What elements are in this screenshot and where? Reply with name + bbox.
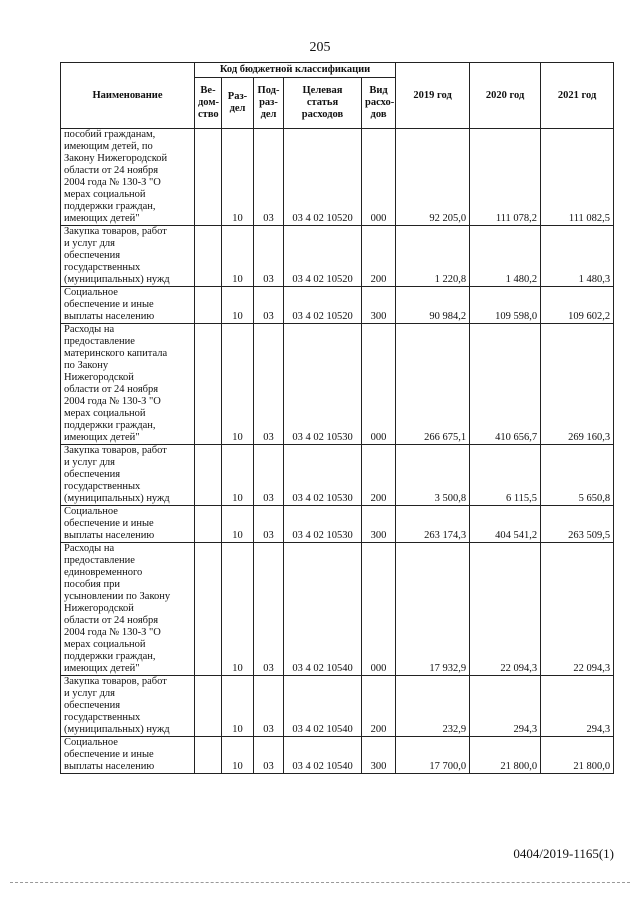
row-name-line: Нижегородской	[64, 372, 134, 383]
row-name-line: 2004 года № 130-З "О	[64, 177, 161, 188]
row-name-cell	[61, 445, 195, 506]
expense-type-cell: 000	[362, 324, 396, 445]
row-name-line: Социальное	[64, 737, 118, 748]
row-name-cell	[61, 226, 195, 287]
row-name-line: предоставление	[64, 336, 135, 347]
table-body	[61, 129, 614, 774]
table-row	[61, 324, 614, 445]
target-cell: 03 4 02 10530	[284, 324, 362, 445]
amount-2019-cell: 92 205,0	[396, 129, 470, 226]
expense-type-cell: 000	[362, 543, 396, 676]
department-cell	[195, 543, 222, 676]
section-cell: 10	[222, 287, 254, 324]
expense-type-cell: 300	[362, 506, 396, 543]
target-cell: 03 4 02 10540	[284, 737, 362, 774]
subsection-cell: 03	[254, 324, 284, 445]
row-name-cell	[61, 129, 195, 226]
amount-2021-cell: 111 082,5	[541, 129, 614, 226]
amount-2021-cell: 263 509,5	[541, 506, 614, 543]
amount-2019-cell: 266 675,1	[396, 324, 470, 445]
target-cell: 03 4 02 10530	[284, 506, 362, 543]
subsection-cell: 03	[254, 676, 284, 737]
amount-2021-cell: 294,3	[541, 676, 614, 737]
amount-2020-cell: 1 480,2	[470, 226, 541, 287]
expense-type-cell: 000	[362, 129, 396, 226]
row-name-cell	[61, 543, 195, 676]
row-name-line: Расходы на	[64, 543, 115, 554]
row-name-line: обеспечение и иные	[64, 299, 154, 310]
target-cell: 03 4 02 10530	[284, 445, 362, 506]
bottom-divider	[10, 882, 630, 883]
row-name-line: материнского капитала	[64, 348, 168, 359]
row-name-line: Социальное	[64, 287, 118, 298]
row-name-line: выплаты населению	[64, 761, 155, 772]
amount-2020-cell: 294,3	[470, 676, 541, 737]
row-name-line: обеспечение и иные	[64, 749, 154, 760]
target-cell: 03 4 02 10520	[284, 226, 362, 287]
expense-type-cell: 200	[362, 676, 396, 737]
row-name-line: предоставление	[64, 555, 135, 566]
row-name-line: и услуг для	[64, 238, 115, 249]
amount-2020-cell: 404 541,2	[470, 506, 541, 543]
row-name-cell	[61, 324, 195, 445]
department-cell	[195, 445, 222, 506]
section-cell: 10	[222, 226, 254, 287]
row-name-line: Расходы на	[64, 324, 115, 335]
expense-type-cell: 200	[362, 445, 396, 506]
department-cell	[195, 129, 222, 226]
amount-2020-cell: 6 115,5	[470, 445, 541, 506]
amount-2020-cell: 410 656,7	[470, 324, 541, 445]
budget-table	[60, 62, 614, 774]
row-name-line: государственных	[64, 712, 141, 723]
row-name-line: имеющих детей"	[64, 213, 140, 224]
page-number: 205	[309, 40, 331, 55]
row-name-line: 2004 года № 130-З "О	[64, 396, 161, 407]
department-cell	[195, 506, 222, 543]
section-cell: 10	[222, 543, 254, 676]
row-name-line: обеспечения	[64, 250, 121, 261]
row-name-line: обеспечения	[64, 469, 121, 480]
table-row	[61, 445, 614, 506]
department-cell	[195, 676, 222, 737]
row-name-line: поддержки граждан,	[64, 201, 156, 212]
amount-2021-cell: 1 480,3	[541, 226, 614, 287]
target-cell: 03 4 02 10520	[284, 287, 362, 324]
department-cell	[195, 324, 222, 445]
row-name-line: единовременного	[64, 567, 143, 578]
header-section: Раз- дел	[222, 78, 254, 129]
amount-2021-cell: 22 094,3	[541, 543, 614, 676]
row-name-line: имеющим детей, по	[64, 141, 153, 152]
section-cell: 10	[222, 445, 254, 506]
target-cell: 03 4 02 10520	[284, 129, 362, 226]
amount-2021-cell: 269 160,3	[541, 324, 614, 445]
amount-2019-cell: 17 700,0	[396, 737, 470, 774]
table-row	[61, 737, 614, 774]
row-name-line: мерах социальной	[64, 639, 146, 650]
subsection-cell: 03	[254, 506, 284, 543]
subsection-cell: 03	[254, 543, 284, 676]
row-name-line: (муниципальных) нужд	[64, 274, 170, 285]
row-name-line: и услуг для	[64, 457, 115, 468]
table-row	[61, 676, 614, 737]
amount-2019-cell: 263 174,3	[396, 506, 470, 543]
expense-type-cell: 300	[362, 287, 396, 324]
header-target: Целевая статья расходов	[284, 78, 362, 129]
section-cell: 10	[222, 676, 254, 737]
amount-2019-cell: 232,9	[396, 676, 470, 737]
table-row	[61, 543, 614, 676]
subsection-cell: 03	[254, 445, 284, 506]
row-name-line: усыновлении по Закону	[64, 591, 171, 602]
row-name-line: области от 24 ноября	[64, 615, 159, 626]
header-name: Наименование	[61, 63, 195, 129]
row-name-line: обеспечения	[64, 700, 121, 711]
row-name-line: выплаты населению	[64, 311, 155, 322]
row-name-line: Закупка товаров, работ	[64, 445, 167, 456]
row-name-line: выплаты населению	[64, 530, 155, 541]
section-cell: 10	[222, 129, 254, 226]
row-name-line: Закону Нижегородской	[64, 153, 168, 164]
row-name-line: Нижегородской	[64, 603, 134, 614]
row-name-line: государственных	[64, 262, 141, 273]
header-2020: 2020 год	[470, 63, 541, 129]
section-cell: 10	[222, 737, 254, 774]
section-cell: 10	[222, 324, 254, 445]
amount-2019-cell: 3 500,8	[396, 445, 470, 506]
row-name-line: по Закону	[64, 360, 109, 371]
row-name-cell	[61, 676, 195, 737]
table-row	[61, 226, 614, 287]
amount-2020-cell: 22 094,3	[470, 543, 541, 676]
header-2019: 2019 год	[396, 63, 470, 129]
header-2021: 2021 год	[541, 63, 614, 129]
row-name-line: мерах социальной	[64, 189, 146, 200]
table-row	[61, 129, 614, 226]
amount-2021-cell: 5 650,8	[541, 445, 614, 506]
department-cell	[195, 737, 222, 774]
subsection-cell: 03	[254, 287, 284, 324]
row-name-line: области от 24 ноября	[64, 384, 159, 395]
department-cell	[195, 287, 222, 324]
amount-2019-cell: 90 984,2	[396, 287, 470, 324]
row-name-line: области от 24 ноября	[64, 165, 159, 176]
row-name-line: государственных	[64, 481, 141, 492]
row-name-line: и услуг для	[64, 688, 115, 699]
row-name-line: поддержки граждан,	[64, 651, 156, 662]
amount-2021-cell: 109 602,2	[541, 287, 614, 324]
row-name-cell	[61, 506, 195, 543]
row-name-line: обеспечение и иные	[64, 518, 154, 529]
row-name-line: Закупка товаров, работ	[64, 676, 167, 687]
expense-type-cell: 200	[362, 226, 396, 287]
department-cell	[195, 226, 222, 287]
row-name-line: пособия при	[64, 579, 120, 590]
amount-2019-cell: 1 220,8	[396, 226, 470, 287]
row-name-line: Закупка товаров, работ	[64, 226, 167, 237]
subsection-cell: 03	[254, 129, 284, 226]
row-name-line: Социальное	[64, 506, 118, 517]
row-name-line: имеющих детей"	[64, 432, 140, 443]
header-subsection: Под- раз- дел	[254, 78, 284, 129]
row-name-line: (муниципальных) нужд	[64, 493, 170, 504]
amount-2020-cell: 109 598,0	[470, 287, 541, 324]
row-name-line: пособий гражданам,	[64, 129, 156, 140]
amount-2019-cell: 17 932,9	[396, 543, 470, 676]
section-cell: 10	[222, 506, 254, 543]
row-name-line: 2004 года № 130-З "О	[64, 627, 161, 638]
target-cell: 03 4 02 10540	[284, 676, 362, 737]
row-name-cell	[61, 737, 195, 774]
amount-2020-cell: 21 800,0	[470, 737, 541, 774]
row-name-line: мерах социальной	[64, 408, 146, 419]
header-classification-group: Код бюджетной классификации	[195, 63, 396, 78]
row-name-line: имеющих детей"	[64, 663, 140, 674]
subsection-cell: 03	[254, 226, 284, 287]
row-name-line: поддержки граждан,	[64, 420, 156, 431]
target-cell: 03 4 02 10540	[284, 543, 362, 676]
document-code: 0404/2019-1165(1)	[513, 846, 614, 861]
header-expense-type: Вид расхо- дов	[362, 78, 396, 129]
header-department: Ве- дом- ство	[195, 78, 222, 129]
table-row	[61, 506, 614, 543]
amount-2021-cell: 21 800,0	[541, 737, 614, 774]
row-name-cell	[61, 287, 195, 324]
amount-2020-cell: 111 078,2	[470, 129, 541, 226]
row-name-line: (муниципальных) нужд	[64, 724, 170, 735]
expense-type-cell: 300	[362, 737, 396, 774]
table-row	[61, 287, 614, 324]
subsection-cell: 03	[254, 737, 284, 774]
